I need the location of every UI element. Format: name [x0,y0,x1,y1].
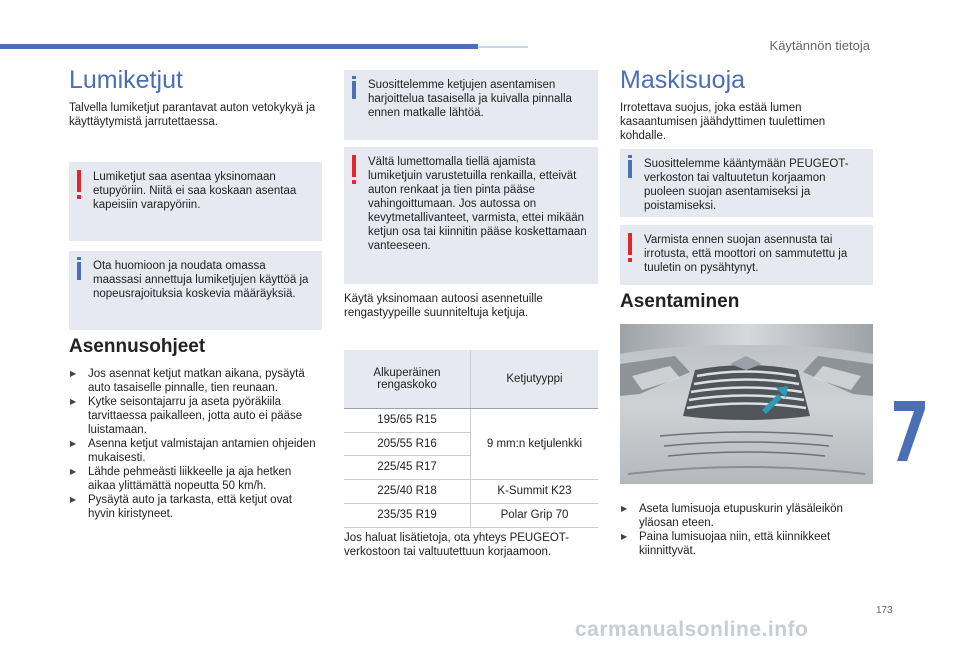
info-icon [77,262,81,280]
table-cell: Polar Grip 70 [471,503,599,527]
list-item: ▶ Pysäytä auto ja tarkasta, että ketjut ovat hyvin kiristyneet. [69,493,321,521]
installation-steps-list [620,502,865,558]
header-bar-accent [478,46,528,48]
column-header-type: Ketjutyyppi [471,350,599,408]
table-cell: 235/35 R19 [344,503,471,527]
warning-box [620,225,873,285]
table-cell: K-Summit K23 [471,479,599,503]
watermark: carmanualsonline.info [575,618,809,641]
table-cell: 205/55 R16 [344,432,471,455]
grille-cover-intro: Irrotettava suojus, joka estää lumen kasaantumisen jäähdyttimen tuulettimen kohdalle. [620,102,826,142]
table-cell-merged: 9 mm:n ketjulenkki [471,408,599,479]
warning-text: Varmista ennen suojan asennusta tai irrotusta, että moottori on sammutettu ja tuuletin on pysähtynyt. [644,234,848,274]
list-item: ▶ Lähde pehmeästi liikkeelle ja aja hetken aikaa ylittämättä nopeutta 50 km/h. [69,465,321,493]
warning-box [69,162,322,241]
info-box [620,149,873,217]
snow-chains-intro: Talvella lumiketjut parantavat auton vetokykyä ja käyttäytymistä jarrutettaessa. [69,102,316,128]
grille-cover-title: Maskisuoja [620,66,746,94]
install-steps-list [69,367,321,521]
warning-icon [77,170,81,192]
car-grille-image [620,324,873,484]
warning-text: Lumiketjut saa asentaa yksinomaan etupyöriin. Niitä ei saa koskaan asentaa kapeisiin varapyöriin. [93,171,297,211]
snow-chains-title: Lumiketjut [69,66,183,94]
more-info-text: Jos haluat lisätietoja, ota yhteys PEUGEOT-verkostoon tai valtuutettuun korjaamoon. [344,532,569,558]
install-instructions-title: Asennusohjeet [69,336,206,357]
info-text: Ota huomioon ja noudata omassa maassasi annettuja lumiketjujen käyttöä ja nopeusrajoituksia koskevia määräyksiä. [93,260,309,300]
list-item: ▶ Aseta lumisuoja etupuskurin yläsäleikön yläosan eteen. [620,502,865,530]
chapter-title: Käytännön tietoja [769,38,870,53]
info-text: Suosittelemme ketjujen asentamisen harjoittelua tasaisella ja kuivalla pinnalla ennen matkalle lähtöä. [368,79,572,119]
table-cell: 225/40 R18 [344,479,471,503]
info-icon [628,160,632,178]
page-number: 173 [876,605,893,616]
warning-icon [628,233,632,255]
installation-title: Asentaminen [620,291,740,312]
info-icon [352,81,356,99]
column-header-size: Alkuperäinen rengaskoko [344,350,471,408]
chain-use-text: Käytä yksinomaan autoosi asennetuille rengastyypeille suunniteltuja ketjuja. [344,293,543,319]
warning-text: Vältä lumettomalla tiellä ajamista lumiketjuin varustetuilla renkailla, etteivät auton renkaat ja tien pinta pääse vahingoittumaan. Jos autossa on kevytmetallivanteet, varmista, ettei mikään ketjun osa tai kiinnitin pääse koskettamaan vanteeseen. [368,156,587,252]
info-box [69,251,322,330]
list-item: ▶ Asenna ketjut valmistajan antamien ohjeiden mukaisesti. [69,437,321,465]
table-cell: 225/45 R17 [344,455,471,479]
list-item: ▶ Kytke seisontajarru ja aseta pyöräkiila tarvittaessa paikalleen, jotta auto ei pääse luistamaan. [69,395,321,437]
info-box [344,70,598,140]
list-item: ▶ Jos asennat ketjut matkan aikana, pysäytä auto tasaiselle pinnalle, tien reunaan. [69,367,321,395]
list-item: ▶ Paina lumisuojaa niin, että kiinnikkeet kiinnittyvät. [620,530,865,558]
info-text: Suosittelemme kääntymään PEUGEOT-verkoston tai valtuutetun korjaamon puoleen suojan asentamiseksi ja poistamiseksi. [644,158,849,212]
warning-icon [352,155,356,177]
header-bar [0,44,478,49]
table-cell: 195/65 R15 [344,408,471,432]
chapter-number-7 [893,400,926,462]
chain-table [344,350,598,528]
car-front-illustration [620,324,873,484]
warning-box [344,147,598,284]
